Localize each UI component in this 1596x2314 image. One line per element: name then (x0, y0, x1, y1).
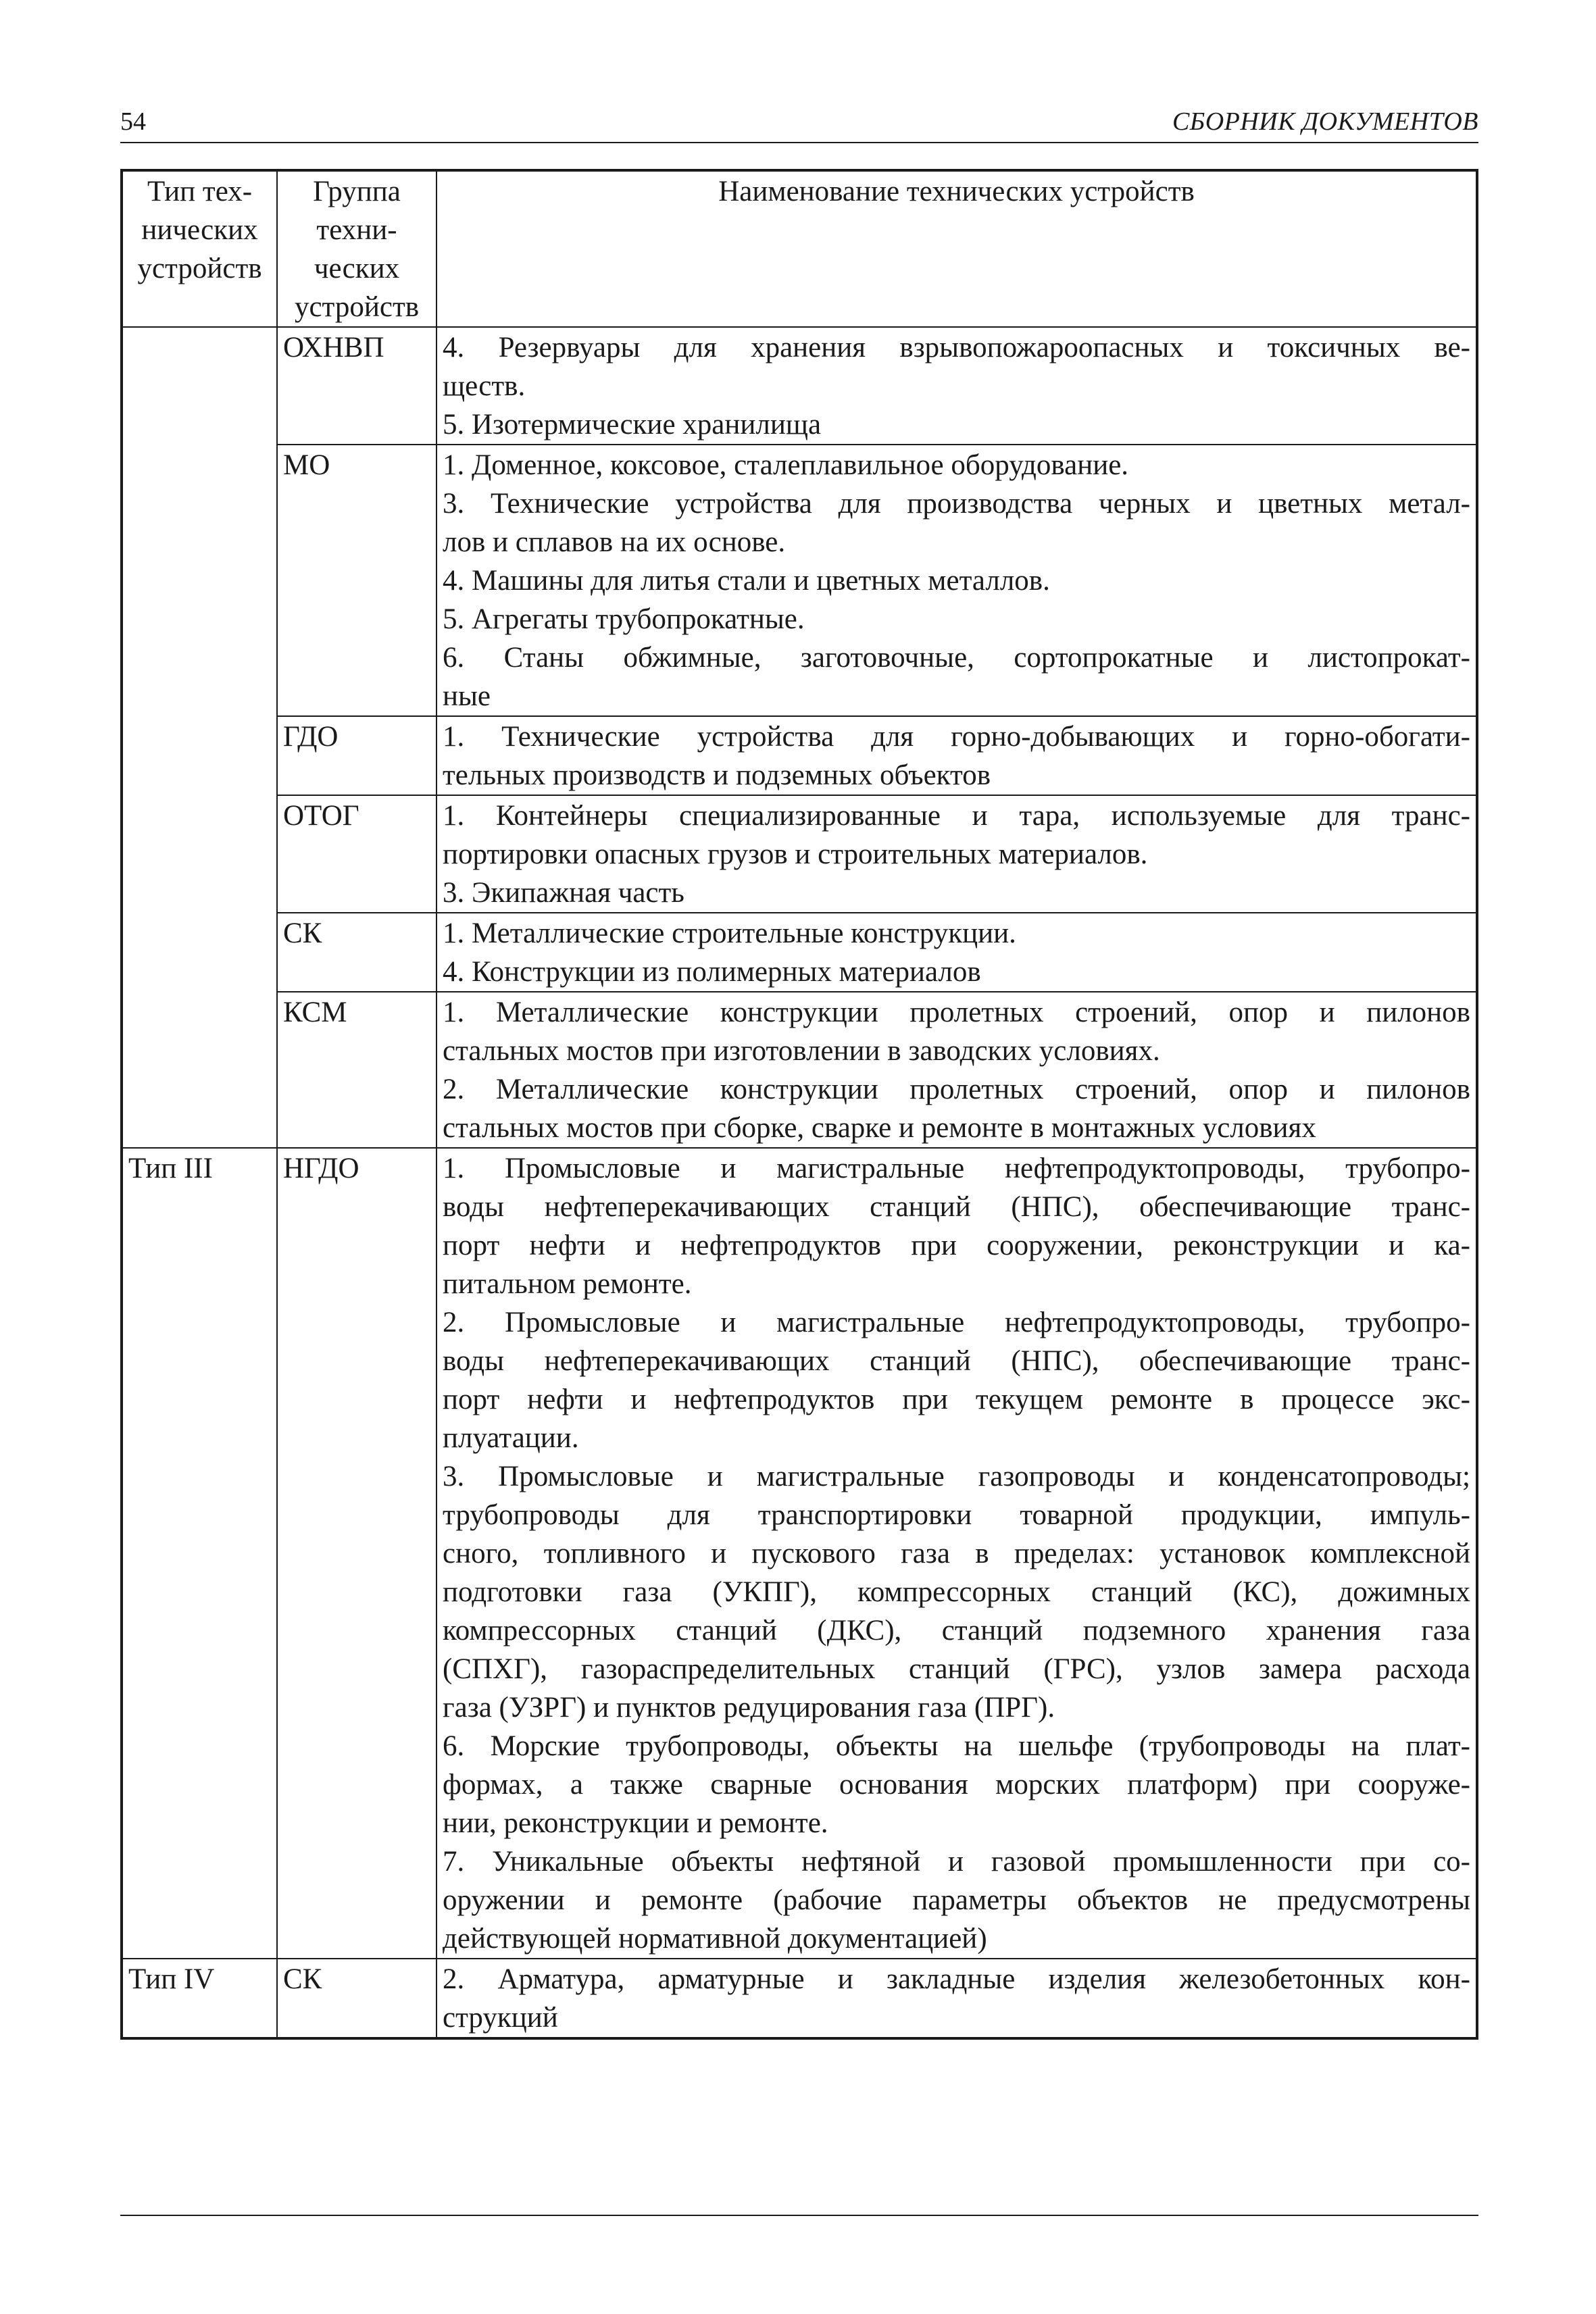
device-group-cell: СК (277, 1959, 437, 2038)
header-line: техни- (316, 214, 397, 246)
description-line: 1. Контейнеры специализированные и тара, используемые для транс- (443, 800, 1470, 832)
description-line: питальном ремонте. (443, 1268, 692, 1300)
header-device-type (122, 170, 277, 327)
header-device-group (277, 170, 437, 327)
description-line: 1. Металлические конструкции пролетных строений, опор и пилонов (443, 997, 1470, 1028)
description-line: 5. Агрегаты трубопрокатные. (443, 603, 805, 635)
device-description-cell (437, 716, 1477, 795)
description-line: 6. Морские трубопроводы, объекты на шельфе (трубопроводы на плат- (443, 1730, 1470, 1762)
device-group-cell: КСМ (277, 992, 437, 1148)
description-line: 3. Промысловые и магистральные газопроводы и конденсатопроводы; (443, 1461, 1470, 1492)
description-line: 2. Арматура, арматурные и закладные изделия железобетонных кон- (443, 1963, 1470, 1995)
description-line: нии, реконструкции и ремонте. (443, 1807, 828, 1839)
description-line: 1. Доменное, коксовое, сталеплавильное оборудование. (443, 449, 1129, 481)
page-header (120, 103, 1478, 143)
header-line: устройств (294, 291, 420, 323)
table-row (122, 1959, 1477, 2038)
description-line: стальных мостов при изготовлении в заводских условиях. (443, 1035, 1160, 1067)
device-group-cell: СК (277, 913, 437, 992)
description-line: 6. Станы обжимные, заготовочные, сортопрокатные и листопрокат- (443, 642, 1470, 674)
description-line: оружении и ремонте (рабочие параметры объектов не предусмотрены (443, 1884, 1470, 1916)
description-line: 3. Технические устройства для производства черных и цветных метал- (443, 488, 1470, 520)
description-line: стальных мостов при сборке, сварке и ремонте в монтажных условиях (443, 1112, 1316, 1144)
description-line: компрессорных станций (ДКС), станций подземного хранения газа (443, 1615, 1470, 1646)
footer-rule (120, 2215, 1478, 2216)
description-line: 5. Изотермические хранилища (443, 409, 822, 441)
description-line: 4. Резервуары для хранения взрывопожароопасных и токсичных ве- (443, 332, 1470, 363)
description-line: порт нефти и нефтепродуктов при сооружении, реконструкции и ка- (443, 1230, 1470, 1261)
table-body (122, 327, 1477, 2038)
header-line: Группа (313, 176, 401, 207)
description-line: лов и сплавов на их основе. (443, 526, 786, 558)
technical-devices-table (120, 169, 1478, 2040)
description-line: 2. Металлические конструкции пролетных строений, опор и пилонов (443, 1074, 1470, 1105)
table-row (122, 327, 1477, 445)
table-row (122, 913, 1477, 992)
device-description-cell (437, 1148, 1477, 1959)
table-row (122, 1148, 1477, 1959)
description-line: 4. Конструкции из полимерных материалов (443, 956, 981, 988)
description-line: воды нефтеперекачивающих станций (НПС), обеспечивающие транс- (443, 1191, 1470, 1223)
description-line: ществ. (443, 370, 526, 402)
description-line: порт нефти и нефтепродуктов при текущем ремонте в процессе экс- (443, 1384, 1470, 1415)
table-row (122, 445, 1477, 716)
description-line: ные (443, 680, 491, 712)
description-line: воды нефтеперекачивающих станций (НПС), обеспечивающие транс- (443, 1345, 1470, 1377)
description-line: 2. Промысловые и магистральные нефтепродуктопроводы, трубопро- (443, 1307, 1470, 1338)
description-line: сного, топливного и пускового газа в пределах: установок комплексной (443, 1538, 1470, 1569)
description-line: трубопроводы для транспортировки товарной продукции, импуль- (443, 1499, 1470, 1531)
page-number: 54 (120, 107, 146, 136)
device-description-cell (437, 327, 1477, 445)
header-device-name: Наименование технических устройств (437, 170, 1477, 327)
table-row (122, 795, 1477, 913)
device-description-cell (437, 992, 1477, 1148)
device-group-cell: МО (277, 445, 437, 716)
header-line: устройств (137, 253, 262, 284)
device-group-cell: НГДО (277, 1148, 437, 1959)
header-line: Тип тех- (147, 176, 253, 207)
table-row (122, 716, 1477, 795)
description-line: тельных производств и подземных объектов (443, 759, 991, 791)
device-description-cell (437, 795, 1477, 913)
description-line: (СПХГ), газораспределительных станций (ГРС), узлов замера расхода (443, 1653, 1470, 1685)
header-line: нических (141, 214, 258, 246)
device-group-cell: ОТОГ (277, 795, 437, 913)
description-line: формах, а также сварные основания морских платформ) при сооруже- (443, 1769, 1470, 1801)
device-description-cell (437, 445, 1477, 716)
description-line: плуатации. (443, 1422, 579, 1454)
device-type-cell: Тип III (122, 1148, 277, 1959)
header-line: ческих (314, 253, 400, 284)
description-line: 3. Экипажная часть (443, 877, 684, 909)
device-group-cell: ГДО (277, 716, 437, 795)
device-description-cell (437, 913, 1477, 992)
running-title: СБОРНИК ДОКУМЕНТОВ (1172, 107, 1478, 136)
device-description-cell (437, 1959, 1477, 2038)
description-line: портировки опасных грузов и строительных материалов. (443, 838, 1148, 870)
table-row (122, 992, 1477, 1148)
description-line: газа (УЗРГ) и пунктов редуцирования газа (ПРГ). (443, 1692, 1055, 1724)
description-line: 1. Металлические строительные конструкции. (443, 917, 1016, 949)
device-type-cell: Тип IV (122, 1959, 277, 2038)
description-line: струкций (443, 2002, 558, 2034)
description-line: действующей нормативной документацией) (443, 1923, 987, 1955)
description-line: подготовки газа (УКПГ), компрессорных станций (КС), дожимных (443, 1576, 1470, 1608)
device-group-cell: ОХНВП (277, 327, 437, 445)
table-header-row (122, 170, 1477, 327)
device-type-cell (122, 327, 277, 1148)
description-line: 4. Машины для литья стали и цветных металлов. (443, 565, 1050, 597)
description-line: 1. Промысловые и магистральные нефтепродуктопроводы, трубопро- (443, 1153, 1470, 1184)
description-line: 7. Уникальные объекты нефтяной и газовой промышленности при со- (443, 1846, 1470, 1878)
description-line: 1. Технические устройства для горно-добывающих и горно-обогати- (443, 721, 1470, 753)
